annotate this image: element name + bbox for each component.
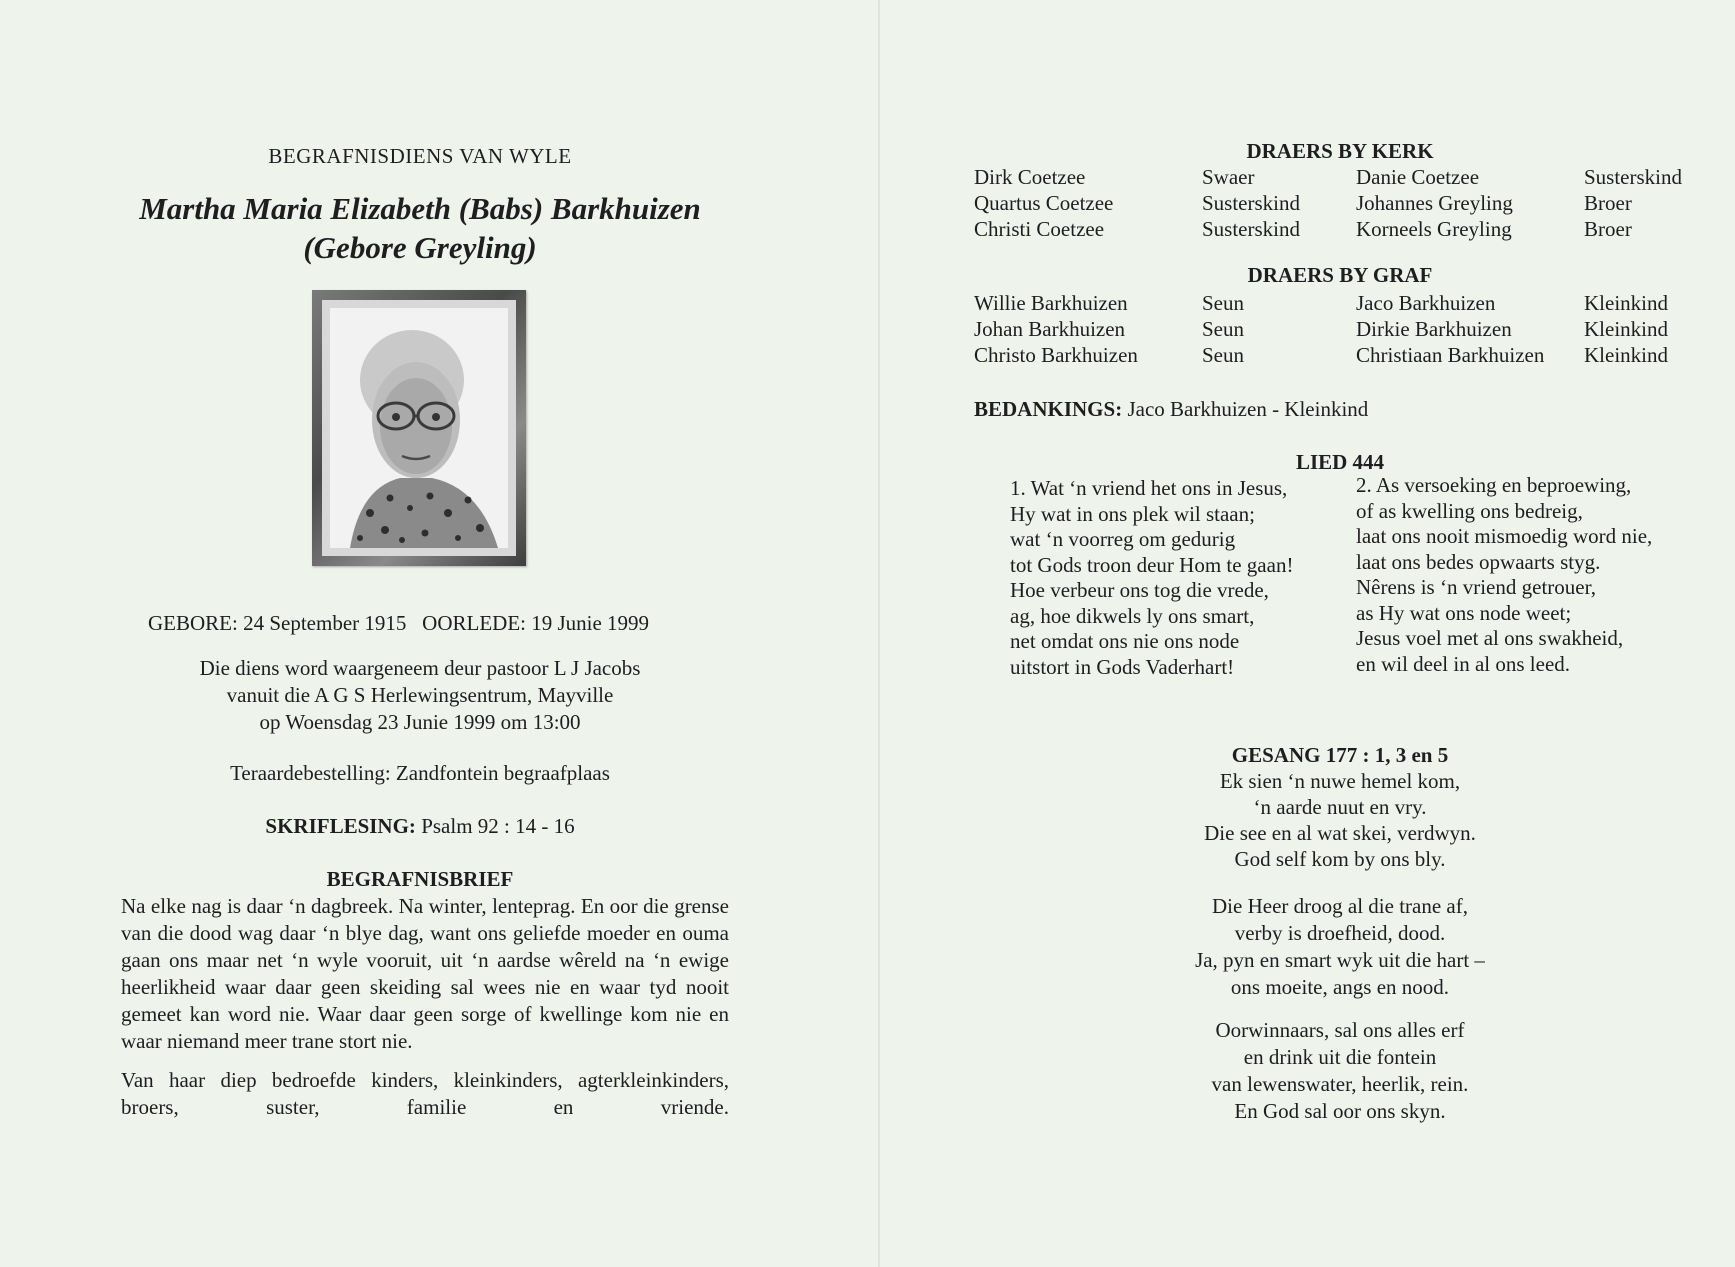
bearer-relation: Kleinkind [1584, 343, 1668, 367]
letter-closing: Van haar diep bedroefde kinders, kleinkinders, agterkleinkinders, broers, suster, familie en vriende. [121, 1068, 729, 1119]
bearer-name: Christo Barkhuizen [974, 343, 1138, 367]
bearer-relation: Susterskind [1584, 165, 1683, 189]
bearer-relation: Broer [1584, 191, 1632, 215]
verse-line: en wil deel in al ons leed. [1356, 651, 1571, 676]
born-date: 24 September 1915 [243, 611, 407, 635]
verse-line: En God sal oor ons skyn. [1234, 1099, 1446, 1123]
died-date: 19 Junie 1999 [531, 611, 650, 635]
bearer-name: Korneels Greyling [1356, 217, 1512, 241]
bearer-relation: Susterskind [1202, 217, 1301, 241]
bearer-name: Danie Coetzee [1356, 165, 1480, 189]
verse-line: God self kom by ons bly. [1234, 847, 1446, 871]
service-line: op Woensdag 23 Junie 1999 om 13:00 [259, 710, 581, 734]
table-row [974, 191, 1704, 217]
service-line: Die diens word waargeneem deur pastoor L J Jacobs [199, 656, 641, 680]
verse-line: Jesus voel met al ons swakheid, [1356, 626, 1624, 650]
burial-line: Teraardebestelling: Zandfontein begraafplaas [230, 761, 610, 785]
bearer-relation: Swaer [1202, 165, 1255, 189]
service-line: vanuit die A G S Herlewingsentrum, Mayville [226, 683, 614, 707]
bearer-name: Dirkie Barkhuizen [1356, 317, 1512, 341]
verse-line: Die Heer droog al die trane af, [1212, 894, 1468, 918]
verse-line: of as kwelling ons bedreig, [1356, 498, 1583, 523]
bearer-name: Christiaan Barkhuizen [1356, 343, 1545, 367]
verse-line: tot Gods troon deur Hom te gaan! [1010, 552, 1294, 577]
verse-line: Die see en al wat skei, verdwyn. [1204, 821, 1476, 845]
verse-line: Ek sien ‘n nuwe hemel kom, [1219, 769, 1461, 793]
reading-value: Psalm 92 : 14 - 16 [421, 814, 575, 838]
maiden-name: (Gebore Greyling) [303, 230, 537, 265]
song-title: GESANG 177 : 1, 3 en 5 [1231, 743, 1449, 767]
verse-line: 1. Wat ‘n vriend het ons in Jesus, [1010, 476, 1288, 500]
verse-line: ag, hoe dikwels ly ons smart, [1010, 603, 1255, 628]
verse-line: verby is droefheid, dood. [1234, 921, 1446, 945]
bearer-name: Willie Barkhuizen [974, 291, 1128, 315]
verse-line: en drink uit die fontein [1243, 1045, 1437, 1069]
verse-line: laat ons bedes opwaarts styg. [1356, 549, 1601, 574]
thanks-line [974, 396, 1368, 423]
hymn-verse-1 [1010, 476, 1293, 680]
verse-line: Hy wat in ons plek wil staan; [1010, 501, 1255, 526]
church-bearers-table [974, 165, 1704, 243]
song-stanza-2 [1100, 893, 1580, 1001]
song-stanza-1 [1100, 768, 1580, 872]
bearer-name: Johan Barkhuizen [974, 317, 1126, 341]
bearer-relation: Susterskind [1202, 191, 1301, 215]
hymn-title: LIED 444 [1295, 450, 1385, 474]
table-row [974, 165, 1704, 191]
verse-line: 2. As versoeking en beproewing, [1356, 473, 1632, 497]
verse-line: ons moeite, angs en nood. [1230, 975, 1450, 999]
table-row [974, 343, 1704, 369]
deceased-name: Martha Maria Elizabeth (Babs) Barkhuizen [139, 191, 701, 226]
thanks-value: Jaco Barkhuizen - Kleinkind [1127, 397, 1369, 421]
service-heading: BEGRAFNISDIENS VAN WYLE [268, 144, 572, 168]
bearer-relation: Seun [1202, 343, 1244, 367]
verse-line: laat ons nooit mismoedig word nie, [1356, 524, 1653, 548]
grave-bearers-title: DRAERS BY GRAF [1247, 263, 1433, 287]
verse-line: ‘n aarde nuut en vry. [1253, 795, 1427, 819]
bearer-name: Dirk Coetzee [974, 165, 1086, 189]
died-label: OORLEDE: [422, 611, 526, 635]
bearer-name: Christi Coetzee [974, 217, 1105, 241]
reading-label: SKRIFLESING: [265, 814, 416, 838]
bearer-relation: Seun [1202, 291, 1244, 315]
dates-line [148, 610, 748, 637]
born-label: GEBORE: [148, 611, 238, 635]
grave-bearers-table [974, 291, 1704, 369]
letter-title: BEGRAFNISBRIEF [326, 867, 514, 891]
verse-line: Oorwinnaars, sal ons alles erf [1215, 1018, 1465, 1042]
bearer-name: Johannes Greyling [1356, 191, 1513, 215]
funeral-letter [121, 893, 729, 1121]
right-page [880, 0, 1735, 1267]
verse-line: uitstort in Gods Vaderhart! [1010, 654, 1235, 679]
bearer-relation: Seun [1202, 317, 1244, 341]
thanks-label: BEDANKINGS: [974, 397, 1123, 421]
verse-line: net omdat ons nie ons node [1010, 629, 1240, 653]
service-details [120, 655, 720, 736]
church-bearers-title: DRAERS BY KERK [1246, 139, 1434, 163]
bearer-name: Jaco Barkhuizen [1356, 291, 1496, 315]
bearer-relation: Broer [1584, 217, 1632, 241]
verse-line: Nêrens is ‘n vriend getrouer, [1356, 575, 1596, 599]
verse-line: as Hy wat ons node weet; [1356, 600, 1572, 625]
table-row [974, 217, 1704, 243]
reading-line [120, 813, 720, 840]
verse-line: van lewenswater, heerlik, rein. [1211, 1072, 1469, 1096]
song-stanza-3 [1100, 1017, 1580, 1125]
bearer-name: Quartus Coetzee [974, 191, 1114, 215]
portrait-photo [312, 290, 526, 566]
verse-line: Ja, pyn en smart wyk uit die hart – [1195, 948, 1485, 972]
letter-paragraph: Na elke nag is daar ‘n dagbreek. Na winter, lenteprag. En oor die grense van die dood wag daar ‘n blye dag, want ons geliefde moeder en ouma gaan ons maar net ‘n wyle vooruit, uit ‘n aardse wêreld na ‘n ewige heerlikheid waar daar geen skeiding sal wees nie en waar tyd nooit gemeet kan word nie. Waar daar geen sorge of kwellinge kom nie en waar niemand meer trane stort nie. [121, 894, 729, 1053]
hymn-verse-2 [1356, 473, 1652, 677]
bearer-relation: Kleinkind [1584, 317, 1668, 341]
verse-line: wat ‘n voorreg om gedurig [1010, 527, 1236, 551]
table-row [974, 291, 1704, 317]
verse-line: Hoe verbeur ons tog die vrede, [1010, 578, 1269, 602]
bearer-relation: Kleinkind [1584, 291, 1668, 315]
table-row [974, 317, 1704, 343]
